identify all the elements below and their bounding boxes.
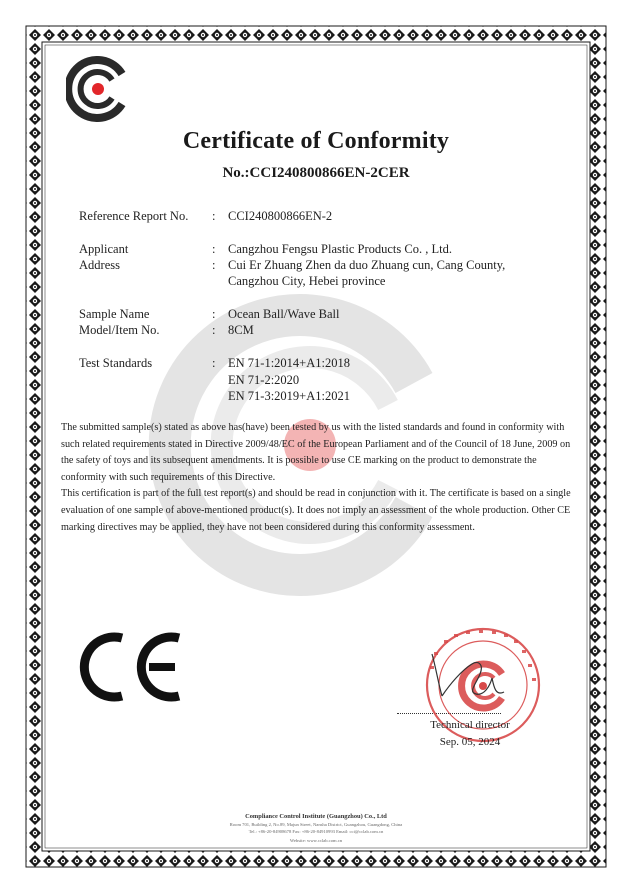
company-logo-icon (66, 56, 130, 122)
footer-company-name: Compliance Control Institute (Guangzhou) Co., Ltd (245, 813, 387, 820)
ce-mark-icon (78, 628, 184, 706)
model-value: 8CM (228, 323, 254, 337)
reference-value: CCI240800866EN-2 (228, 209, 333, 223)
footer-address: Room 701, Building 2, No.89, Majun Street, Nansha District, Guangzhou, Guangdong, China (229, 822, 403, 827)
certificate-number: No.:CCI240800866EN-2CER (222, 165, 410, 181)
test-standard-3: EN 71-3:2019+A1:2021 (228, 389, 350, 403)
certificate-title: Certificate of Conformity (182, 128, 450, 154)
paragraph-directive: The submitted sample(s) stated as above has(have) been tested by us with the listed standards and found in conformity with such related requirements stated in Directive 2009/48/EC of the European Parliament and of the Council of 18 June, 2009 on the safety of toys and its subsequent amendments. It is possible to use CE marking on the product to demonstrate the conformity with such requirements of this Directive. (61, 422, 571, 483)
applicant-label: Applicant (79, 242, 129, 256)
model-label: Model/Item No. (79, 323, 160, 337)
colon: : (212, 209, 216, 223)
address-label: Address (79, 258, 120, 272)
sample-name-label: Sample Name (79, 307, 150, 321)
paragraph-scope: This certification is part of the full test report(s) and should be read in conjunction with it. The certificate is based on a single evaluation of one sample of above-mentioned product(s). It does not imply an assessment of the whole production. Other CE marking directives may be applied, they have not been considered during this conformity assessment. (61, 488, 571, 533)
test-standard-2: EN 71-2:2020 (228, 373, 300, 387)
signatory-title: Technical director (430, 719, 510, 731)
test-standards-label: Test Standards (79, 356, 153, 370)
reference-label: Reference Report No. (79, 209, 189, 223)
colon: : (212, 356, 216, 370)
applicant-value: Cangzhou Fengsu Plastic Products Co. , Ltd. (228, 242, 452, 256)
colon: : (212, 307, 216, 321)
colon: : (212, 242, 216, 256)
footer-contact: Tel.: +86-20-84908678 Fax: +86-20-84910993 Email: cci@cclab.com.cn (248, 829, 384, 834)
address-line-2: Cangzhou City, Hebei province (228, 274, 386, 288)
handwritten-signature (428, 648, 512, 710)
issue-date: Sep. 05, 2024 (439, 736, 501, 748)
colon: : (212, 258, 216, 272)
colon: : (212, 323, 216, 337)
address-line-1: Cui Er Zhuang Zhen da duo Zhuang cun, Cang County, (228, 258, 506, 272)
conformity-statement (61, 420, 575, 536)
test-standard-1: EN 71-1:2014+A1:2018 (228, 356, 350, 370)
sample-name-value: Ocean Ball/Wave Ball (228, 307, 340, 321)
footer-website: Website: www.cclab.com.cn (289, 838, 343, 843)
